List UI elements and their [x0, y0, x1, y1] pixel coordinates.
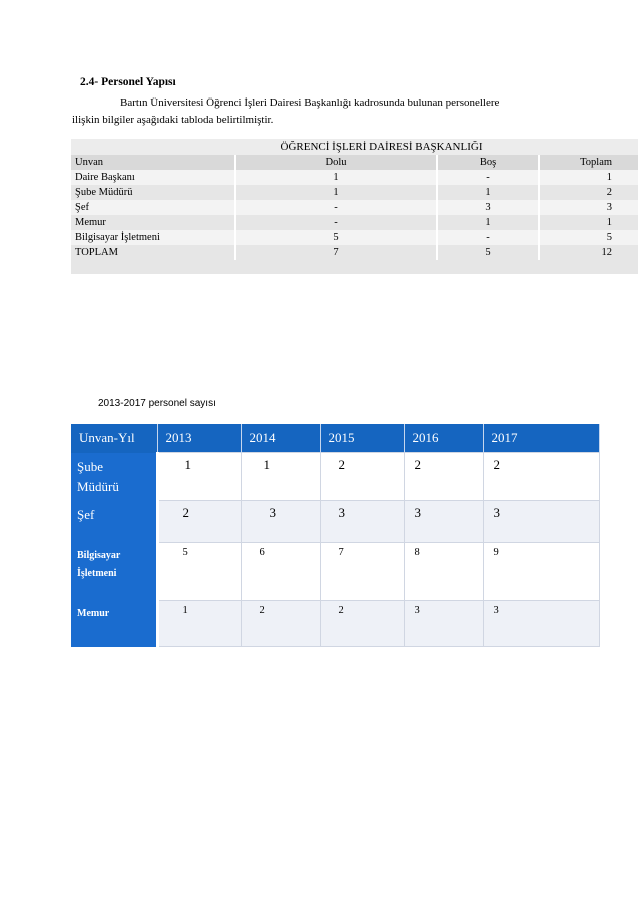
table2-header-cell: 2015	[320, 424, 404, 453]
table1-cell: 5	[437, 245, 539, 267]
table1-cell: Bilgisayar İşletmeni	[71, 230, 235, 245]
table-row	[71, 601, 599, 647]
table1-cell: 1	[437, 215, 539, 230]
table1-header-bos: Boş	[437, 155, 539, 170]
row-label-line: Memur	[77, 607, 110, 619]
table2-header-cell: 2017	[483, 424, 599, 453]
table2-cell: 3	[483, 501, 599, 543]
table-row	[71, 230, 638, 245]
table1-cell: 1	[539, 170, 638, 185]
table1-cell: 5	[539, 230, 638, 245]
table1-cell: -	[235, 200, 437, 215]
table2-cell: 8	[404, 543, 483, 601]
table1-header-row	[71, 155, 638, 170]
table2-cell: 2	[404, 453, 483, 501]
table1-cell: TOPLAM	[71, 245, 235, 267]
table1-cell: Memur	[71, 215, 235, 230]
table1-cell: Şube Müdürü	[71, 185, 235, 200]
table2-header-cell: 2016	[404, 424, 483, 453]
table2-cell: 3	[404, 501, 483, 543]
table1-cell: 1	[437, 185, 539, 200]
table1-cell: 1	[235, 170, 437, 185]
table-row	[71, 170, 638, 185]
table2-cell: 2	[157, 501, 241, 543]
table-row	[71, 453, 599, 501]
row-label-line: Bilgisayar	[77, 549, 121, 561]
table-row	[71, 543, 599, 601]
table1-cell: 3	[539, 200, 638, 215]
table2-cell: 1	[241, 453, 320, 501]
table2-header-cell: 2014	[241, 424, 320, 453]
table2-caption: 2013-2017 personel sayısı	[98, 398, 216, 409]
table1-cell: -	[437, 230, 539, 245]
table1-cell: Daire Başkanı	[71, 170, 235, 185]
table2-cell: 3	[320, 501, 404, 543]
table-row	[71, 185, 638, 200]
table1-header-toplam: Toplam	[539, 155, 638, 170]
table2-cell: 6	[241, 543, 320, 601]
table1-cell: 7	[235, 245, 437, 267]
paragraph-line-1: Bartın Üniversitesi Öğrenci İşleri Dairesi Başkanlığı kadrosunda bulunan personellere	[120, 97, 500, 109]
paragraph-line-2: ilişkin bilgiler aşağıdaki tabloda belirtilmiştir.	[72, 114, 274, 126]
table2-header-cell: 2013	[157, 424, 241, 453]
section-paragraph	[72, 95, 572, 129]
table1-cell: 1	[539, 215, 638, 230]
table-row	[71, 200, 638, 215]
table-row	[71, 245, 638, 267]
table1-title-row	[71, 139, 638, 155]
table2-header-row	[71, 424, 599, 453]
table2-cell: 3	[241, 501, 320, 543]
row-label	[71, 543, 157, 601]
table1-cell: -	[235, 215, 437, 230]
table2-cell: 3	[483, 601, 599, 647]
table1-header-unvan: Unvan	[71, 155, 235, 170]
row-label-line: Şef	[77, 506, 95, 522]
table2-cell: 2	[483, 453, 599, 501]
staff-count-by-year-table	[71, 424, 600, 647]
table2-cell: 9	[483, 543, 599, 601]
table1-cell: 12	[539, 245, 638, 267]
table2-cell: 1	[157, 601, 241, 647]
row-label	[71, 453, 157, 501]
row-label-line: İşletmeni	[77, 567, 117, 579]
table1-cell: 5	[235, 230, 437, 245]
table1-title: ÖĞRENCİ İŞLERİ DAİRESİ BAŞKANLIĞI	[71, 139, 638, 155]
table2-cell: 2	[320, 601, 404, 647]
staff-structure-table	[71, 139, 638, 274]
table2-cell: 3	[404, 601, 483, 647]
table2-cell: 1	[157, 453, 241, 501]
table2-cell: 7	[320, 543, 404, 601]
row-label	[71, 601, 157, 647]
table1-cell: Şef	[71, 200, 235, 215]
row-label-line: Müdürü	[77, 478, 119, 494]
table1-header-dolu: Dolu	[235, 155, 437, 170]
table2-cell: 2	[320, 453, 404, 501]
table1-cell: 3	[437, 200, 539, 215]
section-heading: 2.4- Personel Yapısı	[80, 76, 176, 88]
table1-cell: -	[437, 170, 539, 185]
table1-cell: 2	[539, 185, 638, 200]
table2-cell: 5	[157, 543, 241, 601]
row-label	[71, 501, 157, 543]
table-row	[71, 501, 599, 543]
table2-header-cell: Unvan-Yıl	[71, 424, 157, 453]
table2-cell: 2	[241, 601, 320, 647]
table1-cell: 1	[235, 185, 437, 200]
table-row	[71, 215, 638, 230]
row-label-line: Şube	[77, 458, 103, 474]
